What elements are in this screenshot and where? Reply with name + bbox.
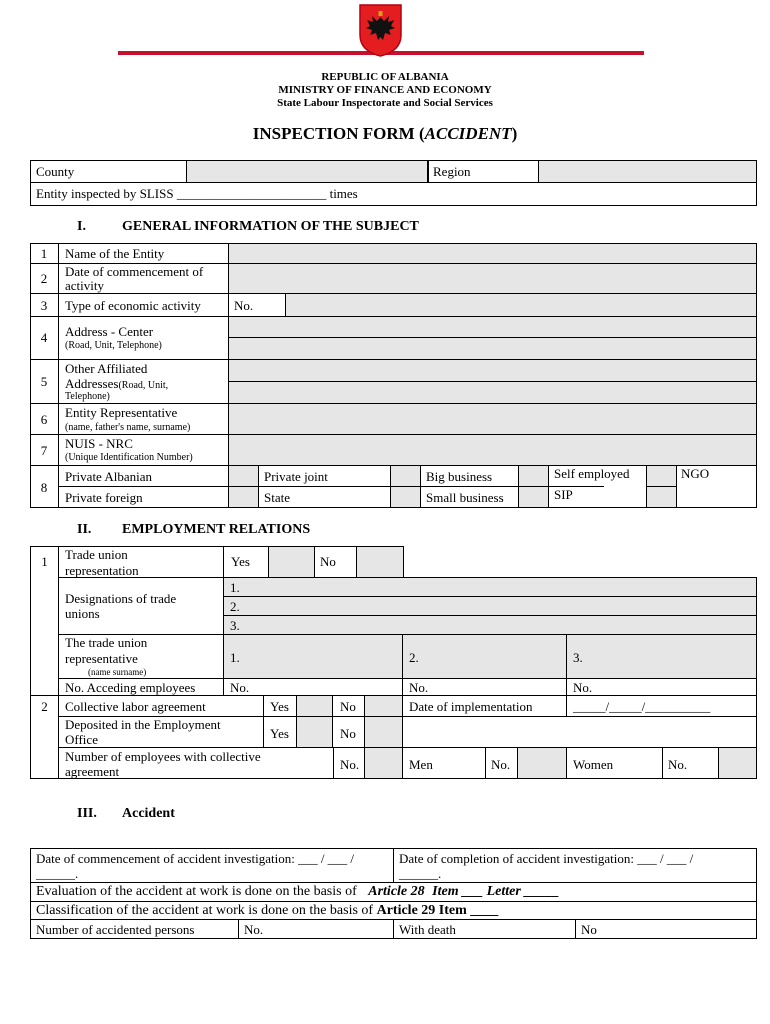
divider (285, 293, 286, 316)
men-label: Men (409, 757, 433, 772)
region-input[interactable] (538, 160, 757, 183)
sip-checkbox[interactable] (646, 486, 677, 508)
divider (223, 678, 224, 696)
entity-name-label: Name of the Entity (65, 246, 165, 261)
classification-item-input[interactable]: Article 29 Item ____ (376, 903, 499, 918)
header-inspectorate: State Labour Inspectorate and Social Services (277, 97, 493, 109)
representative-label: Entity Representative (65, 405, 178, 420)
section-2-number-column (30, 546, 59, 779)
row-number: 5 (40, 374, 48, 389)
big-business-checkbox[interactable] (518, 465, 549, 487)
divider (402, 678, 403, 696)
private-joint-label: Private joint (264, 469, 328, 484)
state-label: State (264, 490, 290, 505)
employees-agreement-label-2: agreement (65, 764, 120, 779)
designations-label-2: unions (65, 606, 100, 621)
county-label: County (36, 164, 75, 179)
economic-activity-label: Type of economic activity (65, 298, 201, 313)
date-implementation-input[interactable]: _____/_____/__________ (573, 699, 711, 714)
deposited-label: Deposited in the Employment (65, 717, 221, 732)
self-employed-checkbox[interactable] (646, 465, 677, 487)
affiliated-address-input-2[interactable] (228, 381, 757, 404)
designation-2-number: 2. (230, 599, 240, 614)
affiliated-address-input-1[interactable] (228, 359, 757, 382)
divider (238, 919, 239, 939)
deposited-no-label: No (340, 726, 356, 741)
entity-inspected-label: Entity inspected by SLISS _______________________ times (36, 186, 358, 201)
employees-no-label: No. (340, 757, 360, 772)
nuis-input[interactable] (228, 434, 757, 466)
divider (566, 695, 567, 717)
acceding-no-2: No. (409, 680, 429, 695)
with-death-no[interactable]: No (581, 922, 597, 937)
women-no-label: No. (668, 757, 688, 772)
small-business-label: Small business (426, 490, 504, 505)
entity-representative-input[interactable] (228, 403, 757, 435)
investigation-end-date-input[interactable]: Date of completion of accident investigation: ___ / ___ / (399, 851, 694, 866)
investigation-start-date-input[interactable]: Date of commencement of accident investigation: ___ / ___ / (36, 851, 355, 866)
divider (333, 747, 334, 779)
divider (30, 901, 757, 902)
section-2-number: II. (77, 522, 92, 537)
private-foreign-checkbox[interactable] (228, 486, 259, 508)
employees-agreement-label: Number of employees with collective (65, 749, 261, 764)
header-republic: REPUBLIC OF ALBANIA (321, 71, 449, 83)
trade-union-no-label: No (320, 554, 336, 569)
divider (223, 546, 224, 578)
address-center-input-2[interactable] (228, 337, 757, 360)
commencement-label-2: activity (65, 278, 104, 293)
designation-2-input[interactable] (223, 596, 757, 616)
divider (30, 882, 757, 883)
coat-of-arms-logo (358, 3, 403, 58)
address-center-input-1[interactable] (228, 316, 757, 338)
address-center-label: Address - Center (65, 324, 154, 339)
women-no-input[interactable] (718, 747, 757, 779)
row-number: 7 (40, 443, 48, 458)
men-no-label: No. (491, 757, 511, 772)
divider (575, 919, 576, 939)
acceding-no-3: No. (573, 680, 593, 695)
ngo-label: NGO (681, 466, 710, 481)
private-foreign-label: Private foreign (65, 490, 143, 505)
state-checkbox[interactable] (390, 486, 421, 508)
representative-label-2: representative (65, 651, 138, 666)
commencement-label: Date of commencement of (65, 264, 204, 279)
row-number: 4 (40, 330, 48, 345)
nuis-label: NUIS - NRC (65, 436, 133, 451)
row-number: 6 (40, 412, 48, 427)
divider (566, 678, 567, 696)
affiliated-label-2: Addresses(Road, Unit, (65, 376, 169, 391)
collective-label: Collective labor agreement (65, 699, 206, 714)
designation-1-number: 1. (230, 580, 240, 595)
divider (263, 695, 264, 717)
deposited-yes-label: Yes (270, 726, 289, 741)
divider (428, 160, 429, 183)
designations-label: Designations of trade (65, 591, 177, 606)
accidented-persons-label: Number of accidented persons (36, 922, 195, 937)
trade-union-yes-label: Yes (231, 554, 250, 569)
employees-no-input[interactable] (364, 747, 403, 779)
accidented-persons-no[interactable]: No. (244, 922, 264, 937)
classification-line: Classification of the accident at work is done on the basis of Article 29 Item ____ (36, 903, 499, 918)
private-joint-checkbox[interactable] (390, 465, 421, 487)
entity-name-input[interactable] (228, 243, 757, 264)
deposited-label-2: Office (65, 732, 98, 747)
collective-yes-label: Yes (270, 699, 289, 714)
representative-1-input[interactable] (223, 634, 403, 679)
with-death-label: With death (399, 922, 456, 937)
divider (30, 695, 59, 696)
section-2-title: EMPLOYMENT RELATIONS (122, 522, 311, 537)
section-3-title: Accident (122, 806, 175, 821)
acceding-label: No. Acceding employees (65, 680, 196, 695)
commencement-date-input[interactable] (228, 263, 757, 294)
deposited-yes-checkbox[interactable] (296, 716, 333, 748)
representative-1-number: 1. (230, 650, 240, 665)
divider (393, 919, 394, 939)
evaluation-item-letter-input[interactable]: Item ___ Letter _____ (432, 884, 560, 899)
trade-union-label: Trade union (65, 547, 128, 562)
women-label: Women (573, 757, 614, 772)
private-albanian-label: Private Albanian (65, 469, 153, 484)
trade-union-label-2: representation (65, 563, 139, 578)
nuis-sub: (Unique Identification Number) (65, 452, 193, 463)
self-employed-label: Self employed (554, 466, 630, 481)
designation-1-input[interactable] (223, 577, 757, 597)
economic-activity-input[interactable] (285, 293, 757, 317)
sip-label: SIP (554, 487, 573, 502)
big-business-label: Big business (426, 469, 493, 484)
representative-2-input[interactable] (402, 634, 567, 679)
date-implementation-label: Date of implementation (409, 699, 533, 714)
collective-no-label: No (340, 699, 356, 714)
section-1-number: I. (77, 219, 86, 234)
affiliated-label-3: Telephone) (65, 391, 110, 402)
row-number: 1 (41, 554, 48, 569)
representative-label: The trade union (65, 635, 148, 650)
header-ministry: MINISTRY OF FINANCE AND ECONOMY (278, 84, 492, 96)
deposited-no-checkbox[interactable] (364, 716, 403, 748)
section-3-number: III. (77, 806, 97, 821)
designation-3-number: 3. (230, 618, 240, 633)
row-number: 8 (40, 480, 48, 495)
county-input[interactable] (186, 160, 428, 183)
representative-2-number: 2. (409, 650, 419, 665)
representative-3-number: 3. (573, 650, 583, 665)
row-number: 2 (40, 271, 48, 286)
address-center-sub: (Road, Unit, Telephone) (65, 340, 162, 351)
activity-no-label: No. (234, 298, 254, 313)
representative-3-input[interactable] (566, 634, 757, 679)
divider (662, 747, 663, 779)
divider (263, 716, 264, 748)
row-number: 1 (40, 246, 48, 261)
investigation-end-date-year[interactable]: ______. (399, 866, 442, 881)
representative-sub: (name surname) (88, 667, 147, 677)
trade-union-yes-checkbox[interactable] (268, 546, 315, 578)
trade-union-no-checkbox[interactable] (356, 546, 404, 578)
divider (485, 747, 486, 779)
region-label: Region (433, 164, 471, 179)
investigation-start-date-year[interactable]: ______. (36, 866, 79, 881)
private-albanian-checkbox[interactable] (228, 465, 259, 487)
divider (58, 243, 59, 508)
row-number: 2 (41, 699, 48, 714)
collective-no-checkbox[interactable] (364, 695, 403, 717)
small-business-checkbox[interactable] (518, 486, 549, 508)
page-title: INSPECTION FORM (ACCIDENT) (252, 124, 518, 143)
men-no-input[interactable] (517, 747, 567, 779)
collective-yes-checkbox[interactable] (296, 695, 333, 717)
row-number: 3 (40, 298, 48, 313)
acceding-no-1: No. (230, 680, 250, 695)
affiliated-label: Other Affiliated (65, 361, 148, 376)
section-1-title: GENERAL INFORMATION OF THE SUBJECT (122, 219, 419, 234)
evaluation-line: Evaluation of the accident at work is done on the basis of Article 28 Item ___ Letter _____ (36, 884, 560, 899)
representative-sub: (name, father's name, surname) (65, 422, 191, 433)
divider (393, 848, 394, 883)
designation-3-input[interactable] (223, 615, 757, 635)
